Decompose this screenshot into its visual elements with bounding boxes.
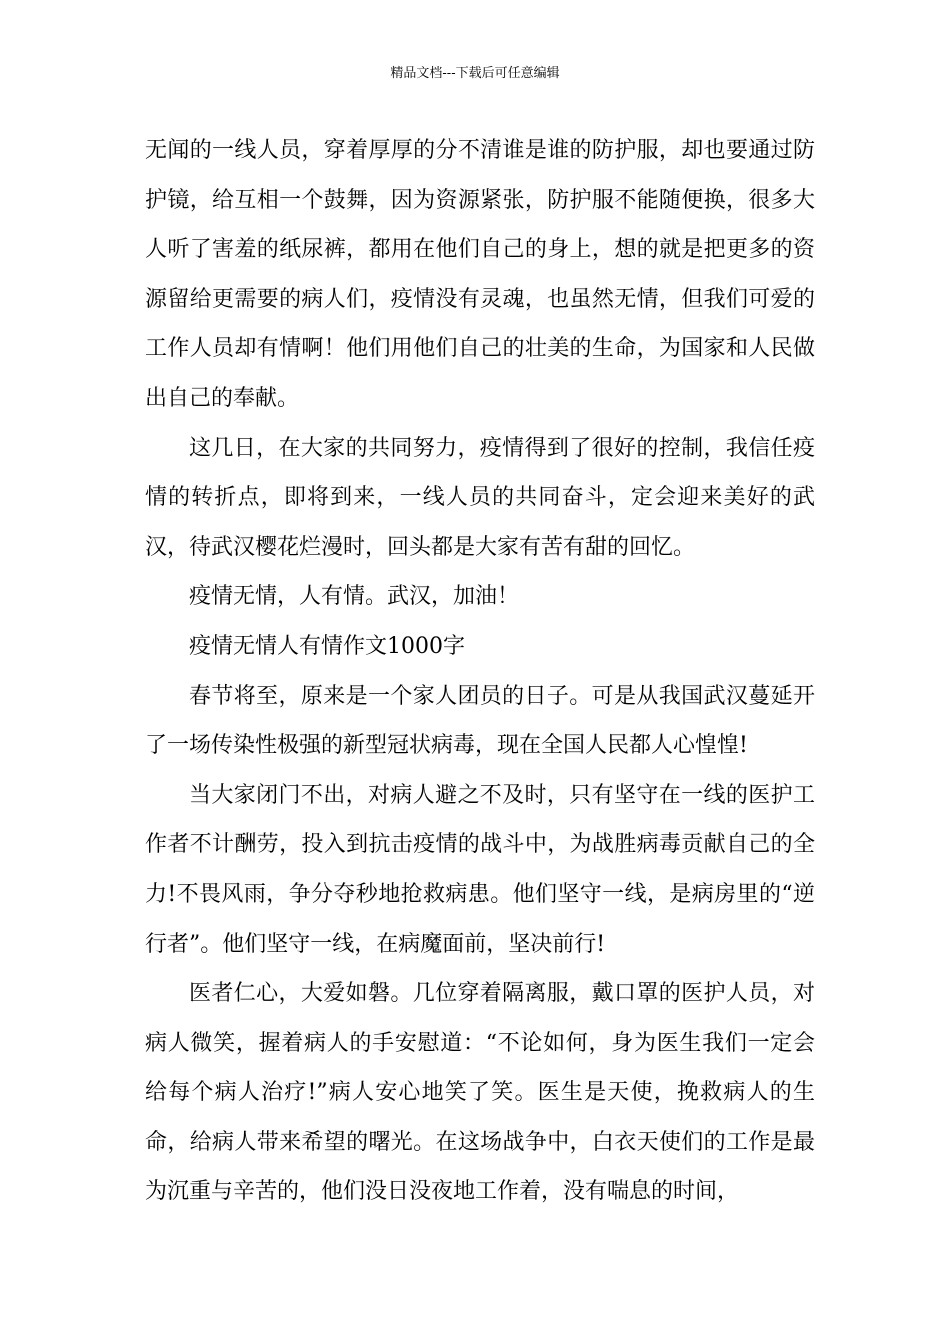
paragraph-3: 疫情无情，人有情。武汉，加油！ xyxy=(189,584,520,610)
page-header: 精品文档---下载后可任意编辑 xyxy=(390,66,560,81)
paragraph-2: 这几日，在大家的共同努力，疫情得到了很好的控制，我信任疫情的转折点，即将到来，一线人员的共同奋斗，定会迎来美好的武汉，待武汉樱花烂漫时，回头都是大家有苦有甜的回忆。 xyxy=(145,435,815,560)
paragraph-6: 医者仁心，大爱如磐。几位穿着隔离服，戴口罩的医护人员，对病人微笑，握着病人的手安慰道：“不论如何，身为医生我们一定会给每个病人治疗!”病人安心地笑了笑。医生是天使，挽救病人的生命，给病人带来希望的曙光。在这场战争中，白衣天使们的工作是最为沉重与辛苦的，他们没日没夜地工作着，没有喘息的时间， xyxy=(145,981,815,1205)
paragraph-5: 当大家闭门不出，对病人避之不及时，只有坚守在一线的医护工作者不计酬劳，投入到抗击疫情的战斗中，为战胜病毒贡献自己的全力!不畏风雨，争分夺秒地抢救病患。他们坚守一线，是病房里的“逆行者”。他们坚守一线，在病魔面前，坚决前行! xyxy=(145,782,815,957)
document-body xyxy=(145,126,815,1217)
section-title: 疫情无情人有情作文1000字 xyxy=(189,633,465,659)
paragraph-4: 春节将至，原来是一个家人团员的日子。可是从我国武汉蔓延开了一场传染性极强的新型冠状病毒，现在全国人民都人心惶惶! xyxy=(145,683,815,759)
paragraph-1: 无闻的一线人员，穿着厚厚的分不清谁是谁的防护服，却也要通过防护镜，给互相一个鼓舞，因为资源紧张，防护服不能随便换，很多大人听了害羞的纸尿裤，都用在他们自己的身上，想的就是把更多的资源留给更需要的病人们，疫情没有灵魂，也虽然无情，但我们可爱的工作人员却有情啊！他们用他们自己的壮美的生命，为国家和人民做出自己的奉献。 xyxy=(145,138,815,411)
